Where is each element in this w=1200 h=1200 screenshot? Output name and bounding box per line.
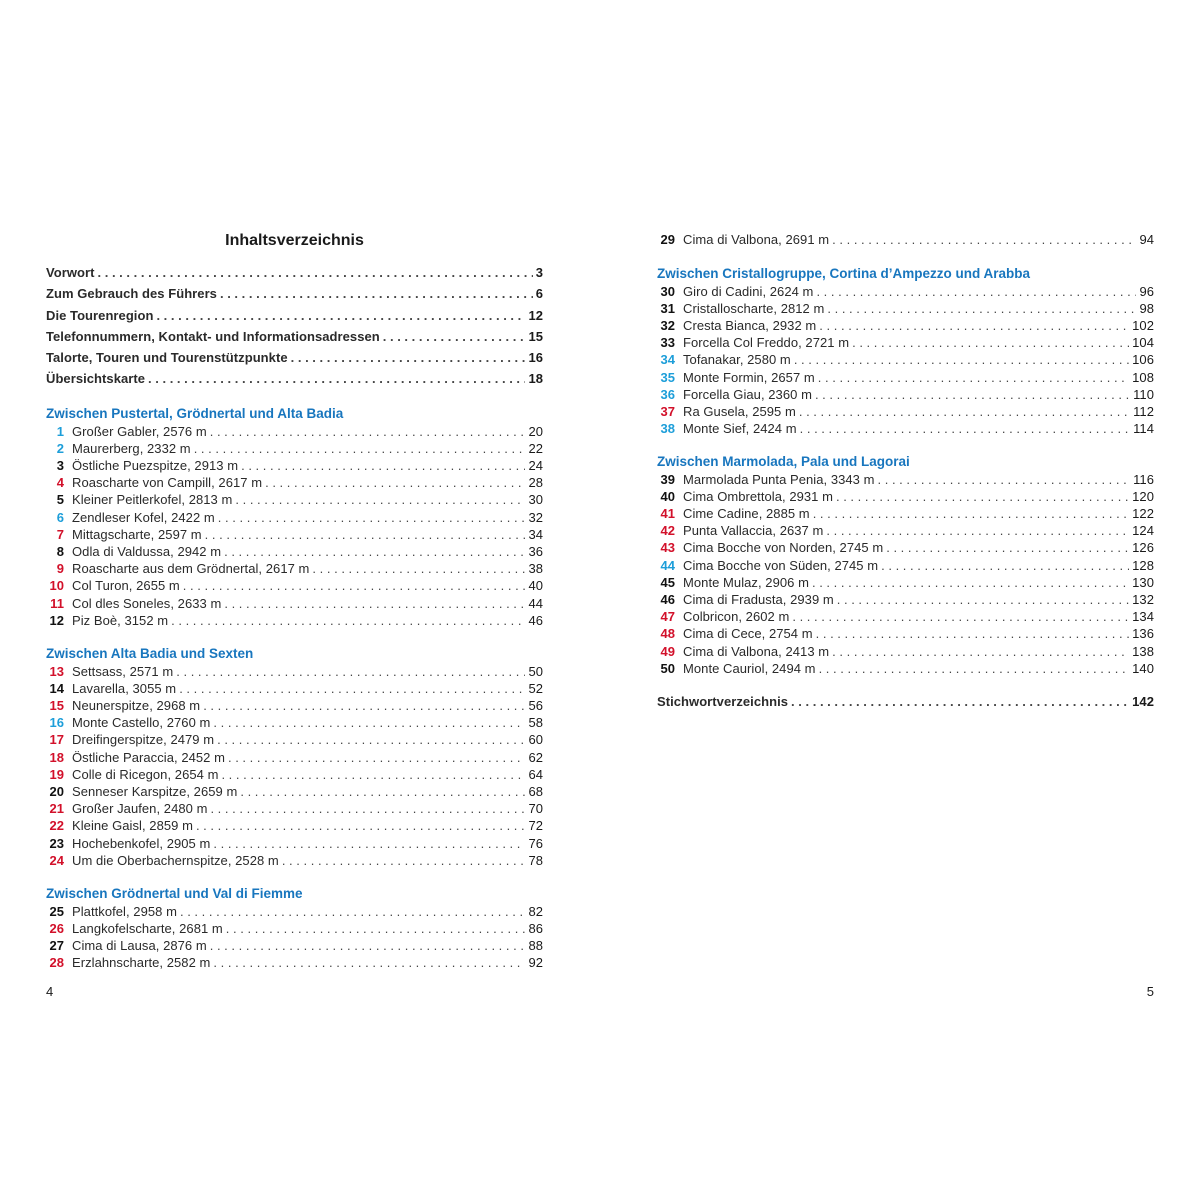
entry-page: 136 <box>1132 626 1154 642</box>
entry-page: 102 <box>1132 317 1154 333</box>
section-entries <box>46 423 543 629</box>
entry-title: Großer Jaufen, 2480 m <box>72 801 208 817</box>
entry-title: Ra Gusela, 2595 m <box>683 403 796 419</box>
entry-page: 3 <box>535 265 543 280</box>
toc-entry[interactable] <box>46 783 543 800</box>
entry-page: 52 <box>528 680 543 696</box>
leader-dots <box>312 560 525 577</box>
entry-page: 96 <box>1139 283 1154 299</box>
leader-dots <box>792 608 1129 625</box>
toc-entry[interactable] <box>46 800 543 817</box>
toc-entry[interactable] <box>46 440 543 457</box>
entry-number: 11 <box>50 595 64 611</box>
entry-number: 41 <box>660 505 675 521</box>
entry-title: Plattkofel, 2958 m <box>72 903 177 919</box>
entry-page: 94 <box>1139 232 1154 247</box>
entry-page: 138 <box>1132 643 1154 659</box>
index-entry-block <box>657 693 1154 710</box>
leader-dots <box>815 386 1130 403</box>
entry-title: Hochebenkofel, 2905 m <box>72 835 211 851</box>
leader-dots <box>210 423 526 440</box>
entry-title: Monte Cauriol, 2494 m <box>683 660 816 676</box>
leader-dots <box>148 368 525 389</box>
leader-dots <box>791 693 1129 710</box>
leader-dots <box>213 954 525 971</box>
entry-title: Kleine Gaisl, 2859 m <box>72 818 193 834</box>
entry-title: Punta Vallaccia, 2637 m <box>683 523 824 539</box>
entry-number: 29 <box>660 232 675 247</box>
toc-entry[interactable] <box>46 903 543 920</box>
leader-dots <box>180 903 525 920</box>
entry-number: 47 <box>660 609 675 625</box>
entry-title: Cristalloscharte, 2812 m <box>683 300 825 316</box>
entry-number: 32 <box>660 317 675 333</box>
entry-title: Um die Oberbachernspitze, 2528 m <box>72 852 279 868</box>
leader-dots <box>832 231 1136 248</box>
leader-dots <box>205 526 526 543</box>
entry-title: Zendleser Kofel, 2422 m <box>72 509 215 525</box>
entry-number: 19 <box>49 766 64 782</box>
toc-entry[interactable] <box>657 608 1154 625</box>
toc-entry[interactable] <box>657 488 1154 505</box>
toc-section <box>46 405 543 629</box>
toc-entry[interactable] <box>657 317 1154 334</box>
leader-dots <box>878 471 1131 488</box>
entry-page: 114 <box>1133 421 1154 437</box>
toc-title: Inhaltsverzeichnis <box>225 232 364 249</box>
entry-number: 25 <box>49 903 64 919</box>
entry-page: 132 <box>1132 591 1154 607</box>
entry-title: Roascharte von Campill, 2617 m <box>72 475 263 491</box>
toc-entry[interactable] <box>657 283 1154 300</box>
toc-entry[interactable] <box>46 920 543 937</box>
section-entries <box>657 283 1154 438</box>
entry-page: 40 <box>528 578 543 594</box>
entry-number: 4 <box>56 475 64 491</box>
toc-entry[interactable] <box>657 557 1154 574</box>
entry-page: 56 <box>528 697 543 713</box>
entry-title: Marmolada Punta Penia, 3343 m <box>683 471 875 487</box>
entry-page: 72 <box>528 818 543 834</box>
toc-intro-entry[interactable] <box>46 347 543 368</box>
toc-entry[interactable] <box>46 663 543 680</box>
entry-number: 15 <box>49 697 64 713</box>
entry-page: 6 <box>535 286 543 302</box>
leader-dots <box>819 317 1129 334</box>
entry-title: Cima di Cece, 2754 m <box>683 626 813 642</box>
leader-dots <box>816 283 1136 300</box>
toc-entry[interactable] <box>46 749 543 766</box>
section-entries <box>46 663 543 869</box>
entry-page: 15 <box>528 328 543 344</box>
entry-page: 30 <box>528 492 543 508</box>
leader-dots <box>881 557 1129 574</box>
entry-title: Forcella Col Freddo, 2721 m <box>683 335 850 351</box>
leader-dots <box>282 852 526 869</box>
toc-entry[interactable] <box>657 334 1154 351</box>
entry-title: Cima Bocche von Süden, 2745 m <box>683 557 879 573</box>
toc-entry[interactable] <box>657 300 1154 317</box>
entry-page: 60 <box>528 732 543 748</box>
entry-title: Tofanakar, 2580 m <box>683 352 791 368</box>
entry-number: 13 <box>49 663 64 679</box>
entry-page: 70 <box>528 801 543 817</box>
entry-number: 33 <box>660 335 675 351</box>
entry-page: 88 <box>528 937 543 953</box>
entry-number: 10 <box>49 578 64 594</box>
toc-intro-entry[interactable] <box>46 262 543 283</box>
entry-title: Erzlahnscharte, 2582 m <box>72 955 211 971</box>
leader-dots <box>210 937 526 954</box>
leader-dots <box>816 625 1130 642</box>
toc-entry[interactable] <box>657 403 1154 420</box>
entry-title: Cima di Valbona, 2413 m <box>683 643 830 659</box>
entry-number: 45 <box>660 574 675 590</box>
toc-entry[interactable] <box>657 625 1154 642</box>
section-heading: Zwischen Marmolada, Pala und Lagorai <box>657 454 910 469</box>
entry-number: 22 <box>49 818 64 834</box>
entry-page: 82 <box>528 903 543 919</box>
leader-dots <box>800 420 1130 437</box>
entry-page: 28 <box>528 475 543 491</box>
entry-number: 2 <box>56 440 64 456</box>
leader-dots <box>837 591 1129 608</box>
section-heading: Zwischen Pustertal, Grödnertal und Alta Badia <box>46 406 344 421</box>
leader-dots <box>226 920 526 937</box>
entry-number: 28 <box>49 955 64 971</box>
entry-number: 49 <box>660 643 675 659</box>
entry-title: Cima di Lausa, 2876 m <box>72 937 207 953</box>
entry-number: 26 <box>49 920 64 936</box>
entry-title: Zum Gebrauch des Führers <box>46 286 217 302</box>
entry-number: 42 <box>660 523 675 539</box>
leader-dots <box>217 731 525 748</box>
entry-page: 142 <box>1132 694 1154 709</box>
toc-entry[interactable] <box>46 560 543 577</box>
entry-number: 24 <box>49 852 64 868</box>
leader-dots <box>176 663 525 680</box>
leader-dots <box>224 543 525 560</box>
leader-dots <box>171 612 525 629</box>
entry-title: Talorte, Touren und Tourenstützpunkte <box>46 350 288 366</box>
entry-title: Langkofelscharte, 2681 m <box>72 920 223 936</box>
toc-section <box>657 265 1154 437</box>
toc-entry[interactable] <box>46 526 543 543</box>
toc-intro-entry[interactable] <box>46 283 543 304</box>
leader-dots <box>179 680 525 697</box>
toc-entry[interactable] <box>46 680 543 697</box>
leader-dots <box>291 347 526 368</box>
entry-page: 20 <box>528 423 543 439</box>
entry-page: 104 <box>1132 335 1154 351</box>
leader-dots <box>819 660 1130 677</box>
entry-title: Monte Formin, 2657 m <box>683 369 815 385</box>
entry-title: Neunerspitze, 2968 m <box>72 697 201 713</box>
leader-dots <box>794 351 1129 368</box>
entry-page: 18 <box>528 371 543 387</box>
entry-page: 120 <box>1132 488 1154 504</box>
entry-number: 30 <box>660 283 675 299</box>
entry-number: 43 <box>660 540 675 556</box>
entry-number: 48 <box>660 626 675 642</box>
entry-page: 128 <box>1132 557 1154 573</box>
entry-page: 134 <box>1132 609 1154 625</box>
entry-title: Vorwort <box>46 265 95 280</box>
entry-page: 126 <box>1132 540 1154 556</box>
entry-number: 6 <box>56 509 64 525</box>
entry-number: 38 <box>660 421 675 437</box>
entry-number: 5 <box>56 492 64 508</box>
entry-number: 16 <box>49 715 64 731</box>
leader-dots <box>836 488 1129 505</box>
entry-page: 106 <box>1132 352 1154 368</box>
entry-title: Cima Bocche von Norden, 2745 m <box>683 540 884 556</box>
entry-page: 34 <box>528 526 543 542</box>
entry-title: Übersichtskarte <box>46 371 146 387</box>
toc-entry[interactable] <box>657 643 1154 660</box>
toc-entry[interactable] <box>46 852 543 869</box>
entry-title: Maurerberg, 2332 m <box>72 440 191 456</box>
entry-title: Giro di Cadini, 2624 m <box>683 283 814 299</box>
entry-title: Östliche Puezspitze, 2913 m <box>72 457 239 473</box>
section-heading: Zwischen Grödnertal und Val di Fiemme <box>46 886 303 901</box>
entry-page: 16 <box>528 350 543 366</box>
entry-title: Cima di Fradusta, 2939 m <box>683 591 834 607</box>
leader-dots <box>827 300 1136 317</box>
entry-number: 8 <box>56 543 64 559</box>
entry-page: 78 <box>528 852 543 868</box>
entry-page: 50 <box>528 663 543 679</box>
toc-entry[interactable] <box>657 471 1154 488</box>
entry-page: 32 <box>528 509 543 525</box>
toc-section <box>46 885 543 971</box>
entry-number: 37 <box>660 403 675 419</box>
entry-title: Col dles Soneles, 2633 m <box>72 595 222 611</box>
section-heading: Zwischen Cristallogruppe, Cortina d’Ampezzo und Arabba <box>657 266 1031 281</box>
leader-dots <box>383 326 526 347</box>
leader-dots <box>213 835 525 852</box>
toc-entry[interactable] <box>657 231 1154 248</box>
entry-number: 7 <box>56 526 64 542</box>
leader-dots <box>235 491 525 508</box>
toc-entry[interactable] <box>46 937 543 954</box>
leader-dots <box>156 305 525 326</box>
page-number: 5 <box>1146 984 1154 999</box>
continuation-entry <box>657 231 1154 248</box>
entry-page: 24 <box>528 457 543 473</box>
entry-page: 110 <box>1133 386 1154 402</box>
leader-dots <box>813 505 1129 522</box>
entry-title: Die Tourenregion <box>46 307 154 323</box>
toc-entry[interactable] <box>46 817 543 834</box>
entry-page: 122 <box>1132 505 1154 521</box>
leader-dots <box>224 595 525 612</box>
entry-title: Telefonnummern, Kontakt- und Informationsadressen <box>46 328 380 344</box>
toc-entry[interactable] <box>46 731 543 748</box>
toc-intro-entry[interactable] <box>46 368 543 389</box>
entry-page: 92 <box>528 955 543 971</box>
toc-entry[interactable] <box>657 574 1154 591</box>
entry-title: Stichwortverzeichnis <box>657 694 789 709</box>
leader-dots <box>213 714 525 731</box>
entry-title: Forcella Giau, 2360 m <box>683 386 812 402</box>
entry-number: 20 <box>49 783 64 799</box>
entry-page: 116 <box>1133 471 1154 487</box>
entry-page: 68 <box>528 783 543 799</box>
toc-entry[interactable] <box>46 595 543 612</box>
leader-dots <box>832 643 1129 660</box>
entry-title: Kleiner Peitlerkofel, 2813 m <box>72 492 233 508</box>
toc-entry[interactable] <box>46 612 543 629</box>
entry-page: 22 <box>528 440 543 456</box>
leader-dots <box>196 817 525 834</box>
section-entries <box>46 903 543 972</box>
entry-number: 1 <box>56 423 64 439</box>
entry-title: Cime Cadine, 2885 m <box>683 505 810 521</box>
toc-entry[interactable] <box>46 954 543 971</box>
entry-number: 36 <box>660 386 675 402</box>
entry-page: 58 <box>528 715 543 731</box>
toc-entry[interactable] <box>46 491 543 508</box>
leader-dots <box>852 334 1129 351</box>
toc-entry[interactable] <box>46 714 543 731</box>
leader-dots <box>210 800 525 817</box>
leader-dots <box>183 577 526 594</box>
entry-title: Großer Gabler, 2576 m <box>72 423 207 439</box>
entry-page: 36 <box>528 543 543 559</box>
entry-number: 50 <box>660 660 675 676</box>
entry-number: 14 <box>49 680 64 696</box>
entry-title: Piz Boè, 3152 m <box>72 612 169 628</box>
entry-number: 17 <box>49 732 64 748</box>
toc-entry[interactable] <box>46 509 543 526</box>
leader-dots <box>818 369 1129 386</box>
entry-title: Roascharte aus dem Grödnertal, 2617 m <box>72 561 310 577</box>
toc-entry[interactable] <box>657 386 1154 403</box>
toc-intro-entry[interactable] <box>46 326 543 347</box>
entry-page: 38 <box>528 561 543 577</box>
entry-number: 46 <box>660 591 675 607</box>
toc-entry[interactable] <box>657 351 1154 368</box>
entry-number: 18 <box>49 749 64 765</box>
leader-dots <box>241 457 525 474</box>
entry-title: Monte Mulaz, 2906 m <box>683 574 809 590</box>
entry-number: 27 <box>49 937 64 953</box>
toc-intro-entry[interactable] <box>46 305 543 326</box>
toc-entry[interactable] <box>46 835 543 852</box>
leader-dots <box>203 697 525 714</box>
entry-page: 86 <box>528 920 543 936</box>
section-heading: Zwischen Alta Badia und Sexten <box>46 646 254 661</box>
toc-entry[interactable] <box>46 457 543 474</box>
entry-page: 112 <box>1133 403 1154 419</box>
toc-entry[interactable] <box>657 369 1154 386</box>
leader-dots <box>220 283 533 304</box>
entry-page: 64 <box>528 766 543 782</box>
entry-page: 140 <box>1132 660 1154 676</box>
entry-number: 34 <box>660 352 675 368</box>
entry-title: Settsass, 2571 m <box>72 663 174 679</box>
toc-entry[interactable] <box>657 660 1154 677</box>
entry-page: 62 <box>528 749 543 765</box>
entry-title: Monte Sief, 2424 m <box>683 421 797 437</box>
entry-title: Colbricon, 2602 m <box>683 609 790 625</box>
page-number: 4 <box>46 984 54 999</box>
entry-title: Monte Castello, 2760 m <box>72 715 211 731</box>
entry-number: 40 <box>660 488 675 504</box>
toc-entry[interactable] <box>46 766 543 783</box>
entry-number: 39 <box>660 471 675 487</box>
entry-title: Mittagscharte, 2597 m <box>72 526 202 542</box>
toc-entry[interactable] <box>46 474 543 491</box>
entry-title: Cima di Valbona, 2691 m <box>683 232 830 247</box>
leader-dots <box>228 749 525 766</box>
toc-entry[interactable] <box>46 423 543 440</box>
leader-dots <box>826 522 1129 539</box>
entry-number: 21 <box>49 801 64 817</box>
toc-section <box>657 453 1154 677</box>
entry-number: 23 <box>49 835 64 851</box>
intro-list <box>46 262 543 390</box>
toc-entry[interactable] <box>657 505 1154 522</box>
entry-number: 9 <box>56 561 64 577</box>
entry-page: 12 <box>528 307 543 323</box>
entry-title: Cresta Bianca, 2932 m <box>683 317 817 333</box>
leader-dots <box>240 783 525 800</box>
entry-page: 130 <box>1132 574 1154 590</box>
leader-dots <box>194 440 526 457</box>
entry-title: Col Turon, 2655 m <box>72 578 180 594</box>
section-entries <box>657 471 1154 677</box>
toc-entry[interactable] <box>657 591 1154 608</box>
entry-page: 124 <box>1132 523 1154 539</box>
toc-entry[interactable] <box>46 543 543 560</box>
toc-index-entry[interactable] <box>657 693 1154 710</box>
entry-number: 31 <box>660 300 675 316</box>
entry-page: 46 <box>528 612 543 628</box>
entry-title: Odla di Valdussa, 2942 m <box>72 543 222 559</box>
entry-title: Lavarella, 3055 m <box>72 680 177 696</box>
toc-entry[interactable] <box>657 522 1154 539</box>
entry-title: Dreifingerspitze, 2479 m <box>72 732 215 748</box>
leader-dots <box>98 262 533 283</box>
entry-page: 76 <box>528 835 543 851</box>
entry-number: 35 <box>660 369 675 385</box>
entry-title: Senneser Karspitze, 2659 m <box>72 783 238 799</box>
leader-dots <box>221 766 525 783</box>
entry-number: 3 <box>56 457 64 473</box>
leader-dots <box>265 474 525 491</box>
leader-dots <box>799 403 1130 420</box>
entry-page: 44 <box>528 595 543 611</box>
entry-number: 12 <box>49 612 64 628</box>
entry-title: Colle di Ricegon, 2654 m <box>72 766 219 782</box>
leader-dots <box>218 509 526 526</box>
entry-title: Östliche Paraccia, 2452 m <box>72 749 225 765</box>
leader-dots <box>812 574 1129 591</box>
entry-page: 98 <box>1139 300 1154 316</box>
entry-number: 44 <box>660 557 675 573</box>
toc-entry[interactable] <box>657 539 1154 556</box>
toc-entry[interactable] <box>657 420 1154 437</box>
toc-section <box>46 645 543 869</box>
entry-page: 108 <box>1132 369 1154 385</box>
toc-entry[interactable] <box>46 697 543 714</box>
leader-dots <box>886 539 1129 556</box>
toc-entry[interactable] <box>46 577 543 594</box>
entry-title: Cima Ombrettola, 2931 m <box>683 488 833 504</box>
